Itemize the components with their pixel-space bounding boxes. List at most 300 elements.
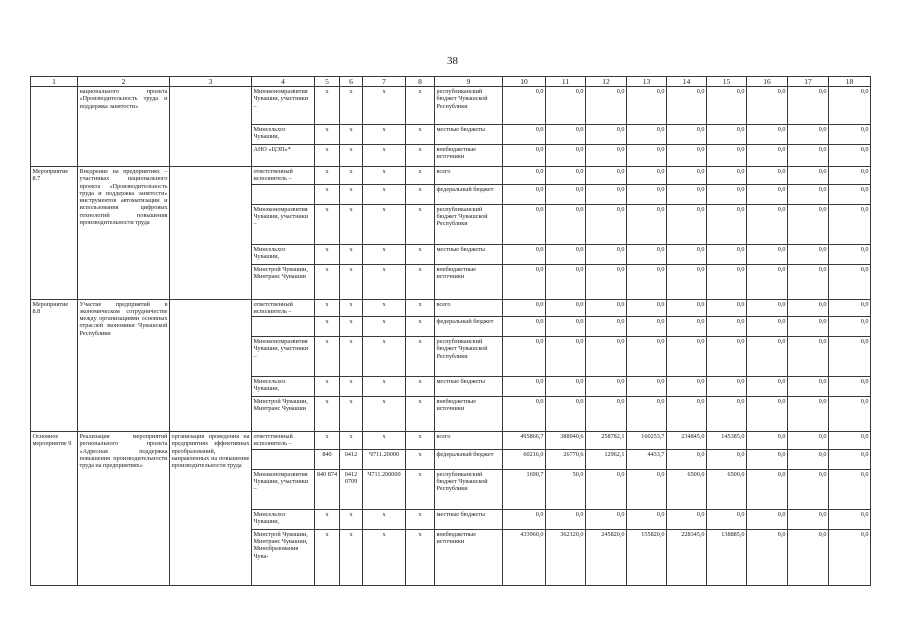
amount-cell: 0,0 (546, 167, 586, 185)
amount-cell: 0,0 (788, 469, 829, 509)
amount-cell: 0,0 (747, 87, 788, 125)
code-section-cell: x (340, 317, 363, 337)
amount-cell: 0,0 (707, 264, 747, 299)
code-expense-type-cell: x (406, 244, 435, 264)
column-number-header: 9 (435, 77, 503, 87)
code-expense-type-cell: x (406, 529, 435, 585)
code-grbs-cell: x (315, 529, 340, 585)
amount-cell: 0,0 (586, 469, 627, 509)
code-target-item-cell: x (363, 264, 406, 299)
amount-cell: 1690,7 (503, 469, 546, 509)
amount-cell: 362120,0 (546, 529, 586, 585)
amount-cell: 0,0 (707, 509, 747, 529)
code-grbs-cell: x (315, 244, 340, 264)
column-number-header: 11 (546, 77, 586, 87)
code-target-item-cell: x (363, 529, 406, 585)
amount-cell: 495866,7 (503, 432, 546, 450)
funding-source-cell: всего (435, 432, 503, 450)
executor-cell: Минсельхоз Чувашии, (252, 377, 315, 397)
amount-cell: 0,0 (747, 167, 788, 185)
column-number-header: 10 (503, 77, 546, 87)
code-target-item-cell: x (363, 167, 406, 185)
amount-cell: 0,0 (667, 145, 707, 167)
amount-cell: 0,0 (667, 337, 707, 377)
column-number-header: 6 (340, 77, 363, 87)
column-number-header: 1 (31, 77, 78, 87)
code-target-item-cell: x (363, 377, 406, 397)
amount-cell: 0,0 (667, 397, 707, 432)
amount-cell: 0,0 (627, 509, 667, 529)
amount-cell: 0,0 (829, 469, 871, 509)
amount-cell: 0,0 (788, 244, 829, 264)
code-grbs-cell: 840 874 (315, 469, 340, 509)
funding-source-cell: республиканский бюджет Чувашской Республики (435, 87, 503, 125)
code-grbs-cell: x (315, 377, 340, 397)
indicator-cell: организация проведения на предприятиях эффективных преобразований, направленных на повышение производительности труда (170, 432, 252, 586)
code-expense-type-cell: x (406, 184, 435, 204)
indicator-cell (170, 167, 252, 300)
funding-source-cell: местные бюджеты (435, 377, 503, 397)
funding-source-cell: внебюджетные источники (435, 145, 503, 167)
executor-cell: ответственный исполнитель – (252, 432, 315, 450)
column-number-header: 18 (829, 77, 871, 87)
amount-cell: 245820,0 (586, 529, 627, 585)
amount-cell: 0,0 (829, 125, 871, 145)
code-section-cell: x (340, 529, 363, 585)
amount-cell: 433960,0 (503, 529, 546, 585)
executor-cell: Минстрой Чувашии, Минтранс Чувашии (252, 264, 315, 299)
code-expense-type-cell: x (406, 397, 435, 432)
indicator-cell (170, 87, 252, 167)
amount-cell: 6500,0 (707, 469, 747, 509)
amount-cell: 0,0 (788, 87, 829, 125)
amount-cell: 0,0 (747, 244, 788, 264)
amount-cell: 0,0 (707, 377, 747, 397)
amount-cell: 0,0 (829, 337, 871, 377)
amount-cell: 155820,0 (627, 529, 667, 585)
amount-cell: 0,0 (667, 244, 707, 264)
code-grbs-cell: x (315, 184, 340, 204)
budget-table (30, 76, 871, 586)
executor-cell: Минстрой Чувашии, Минтранс Чувашии (252, 397, 315, 432)
event-code-cell (31, 87, 78, 167)
amount-cell: 0,0 (586, 509, 627, 529)
amount-cell: 0,0 (546, 87, 586, 125)
code-grbs-cell: x (315, 87, 340, 125)
amount-cell: 0,0 (546, 317, 586, 337)
amount-cell: 0,0 (667, 87, 707, 125)
amount-cell: 0,0 (667, 125, 707, 145)
code-expense-type-cell: x (406, 432, 435, 450)
amount-cell: 0,0 (707, 317, 747, 337)
amount-cell: 0,0 (627, 377, 667, 397)
amount-cell: 0,0 (707, 449, 747, 469)
amount-cell: 0,0 (829, 299, 871, 317)
column-number-header: 13 (627, 77, 667, 87)
amount-cell: 0,0 (829, 509, 871, 529)
amount-cell: 0,0 (707, 145, 747, 167)
code-expense-type-cell: x (406, 87, 435, 125)
amount-cell: 0,0 (788, 145, 829, 167)
amount-cell: 0,0 (707, 244, 747, 264)
executor-cell: Минсельхоз Чувашии, (252, 244, 315, 264)
funding-source-cell: федеральный бюджет (435, 184, 503, 204)
code-section-cell: x (340, 145, 363, 167)
amount-cell: 0,0 (747, 529, 788, 585)
amount-cell: 0,0 (503, 244, 546, 264)
amount-cell: 0,0 (788, 397, 829, 432)
amount-cell: 258782,1 (586, 432, 627, 450)
amount-cell: 0,0 (503, 509, 546, 529)
table-row (31, 432, 871, 450)
code-target-item-cell: x (363, 184, 406, 204)
funding-source-cell: внебюджетные источники (435, 397, 503, 432)
amount-cell: 0,0 (503, 145, 546, 167)
amount-cell: 0,0 (788, 377, 829, 397)
amount-cell: 50,0 (546, 469, 586, 509)
code-expense-type-cell: x (406, 125, 435, 145)
executor-cell (252, 184, 315, 204)
column-number-header-row (31, 77, 871, 87)
amount-cell: 0,0 (829, 397, 871, 432)
amount-cell: 0,0 (788, 509, 829, 529)
amount-cell: 0,0 (788, 125, 829, 145)
amount-cell: 0,0 (546, 397, 586, 432)
amount-cell: 0,0 (788, 449, 829, 469)
table-row (31, 167, 871, 185)
table-row (31, 87, 871, 125)
amount-cell: 0,0 (707, 204, 747, 244)
amount-cell: 0,0 (667, 509, 707, 529)
indicator-cell (170, 299, 252, 432)
amount-cell: 26770,6 (546, 449, 586, 469)
amount-cell: 0,0 (667, 317, 707, 337)
column-number-header: 14 (667, 77, 707, 87)
amount-cell: 0,0 (546, 337, 586, 377)
code-grbs-cell: x (315, 167, 340, 185)
column-number-header: 3 (170, 77, 252, 87)
amount-cell: 0,0 (829, 244, 871, 264)
code-section-cell: x (340, 397, 363, 432)
code-grbs-cell: 840 (315, 449, 340, 469)
amount-cell: 0,0 (503, 184, 546, 204)
column-number-header: 15 (707, 77, 747, 87)
amount-cell: 0,0 (707, 184, 747, 204)
amount-cell: 0,0 (788, 204, 829, 244)
amount-cell: 0,0 (747, 125, 788, 145)
column-number-header: 8 (406, 77, 435, 87)
amount-cell: 0,0 (829, 264, 871, 299)
amount-cell: 0,0 (586, 125, 627, 145)
executor-cell: Минсельхоз Чувашии, (252, 509, 315, 529)
amount-cell: 0,0 (707, 87, 747, 125)
amount-cell: 0,0 (747, 145, 788, 167)
code-section-cell: x (340, 337, 363, 377)
amount-cell: 0,0 (586, 244, 627, 264)
amount-cell: 0,0 (707, 337, 747, 377)
code-section-cell: x (340, 299, 363, 317)
funding-source-cell: местные бюджеты (435, 125, 503, 145)
code-target-item-cell: x (363, 125, 406, 145)
amount-cell: 0,0 (586, 337, 627, 377)
code-grbs-cell: x (315, 337, 340, 377)
amount-cell: 0,0 (586, 184, 627, 204)
amount-cell: 0,0 (586, 397, 627, 432)
funding-source-cell: республиканский бюджет Чувашской Республики (435, 469, 503, 509)
amount-cell: 0,0 (788, 167, 829, 185)
executor-cell: Минэкономразвития Чувашии, участники – (252, 204, 315, 244)
executor-cell: Минсельхоз Чувашии, (252, 125, 315, 145)
amount-cell: 6500,0 (667, 469, 707, 509)
column-number-header: 5 (315, 77, 340, 87)
amount-cell: 145385,0 (707, 432, 747, 450)
amount-cell: 0,0 (829, 145, 871, 167)
amount-cell: 0,0 (627, 87, 667, 125)
code-section-cell: x (340, 125, 363, 145)
code-section-cell: 0412 (340, 449, 363, 469)
code-grbs-cell: x (315, 397, 340, 432)
amount-cell: 138885,0 (707, 529, 747, 585)
code-section-cell: x (340, 509, 363, 529)
amount-cell: 4433,7 (627, 449, 667, 469)
amount-cell: 0,0 (829, 432, 871, 450)
amount-cell: 0,0 (546, 125, 586, 145)
code-grbs-cell: x (315, 145, 340, 167)
amount-cell: 0,0 (747, 469, 788, 509)
funding-source-cell: федеральный бюджет (435, 449, 503, 469)
amount-cell: 0,0 (747, 509, 788, 529)
amount-cell: 0,0 (586, 167, 627, 185)
amount-cell: 0,0 (627, 145, 667, 167)
event-code-cell: Мероприятие 8.7 (31, 167, 78, 300)
amount-cell: 0,0 (627, 125, 667, 145)
amount-cell: 0,0 (829, 204, 871, 244)
amount-cell: 0,0 (667, 184, 707, 204)
executor-cell: ответственный исполнитель – (252, 299, 315, 317)
amount-cell: 0,0 (788, 529, 829, 585)
code-section-cell: x (340, 432, 363, 450)
amount-cell: 0,0 (503, 264, 546, 299)
amount-cell: 0,0 (503, 397, 546, 432)
code-target-item-cell: x (363, 145, 406, 167)
code-expense-type-cell: x (406, 264, 435, 299)
amount-cell: 0,0 (829, 184, 871, 204)
amount-cell: 0,0 (829, 317, 871, 337)
code-section-cell: 0412 0709 (340, 469, 363, 509)
code-target-item-cell: x (363, 204, 406, 244)
amount-cell: 0,0 (747, 317, 788, 337)
code-expense-type-cell: x (406, 145, 435, 167)
amount-cell: 160253,7 (627, 432, 667, 450)
code-section-cell: x (340, 87, 363, 125)
amount-cell: 388940,6 (546, 432, 586, 450)
funding-source-cell: республиканский бюджет Чувашской Республики (435, 204, 503, 244)
code-grbs-cell: x (315, 264, 340, 299)
amount-cell: 0,0 (627, 299, 667, 317)
column-number-header: 17 (788, 77, 829, 87)
code-target-item-cell: x (363, 432, 406, 450)
code-target-item-cell: x (363, 244, 406, 264)
amount-cell: 0,0 (667, 449, 707, 469)
amount-cell: 0,0 (788, 184, 829, 204)
amount-cell: 0,0 (546, 204, 586, 244)
funding-source-cell: федеральный бюджет (435, 317, 503, 337)
amount-cell: 0,0 (546, 184, 586, 204)
code-section-cell: x (340, 264, 363, 299)
code-grbs-cell: x (315, 125, 340, 145)
amount-cell: 0,0 (586, 317, 627, 337)
amount-cell: 0,0 (788, 264, 829, 299)
column-number-header: 7 (363, 77, 406, 87)
code-expense-type-cell: x (406, 167, 435, 185)
code-target-item-cell: x (363, 299, 406, 317)
code-expense-type-cell: x (406, 377, 435, 397)
funding-source-cell: местные бюджеты (435, 244, 503, 264)
amount-cell: 0,0 (747, 337, 788, 377)
amount-cell: 0,0 (503, 337, 546, 377)
amount-cell: 0,0 (503, 377, 546, 397)
code-grbs-cell: x (315, 204, 340, 244)
amount-cell: 0,0 (707, 125, 747, 145)
event-name-cell: национального проекта «Производительность труда и поддержка занятости» (78, 87, 170, 167)
amount-cell: 0,0 (667, 204, 707, 244)
code-grbs-cell: x (315, 317, 340, 337)
amount-cell: 0,0 (586, 264, 627, 299)
code-target-item-cell: Ч711.200000 (363, 469, 406, 509)
executor-cell: Минэкономразвития Чувашии, участники – (252, 337, 315, 377)
column-number-header: 4 (252, 77, 315, 87)
page-number: 38 (447, 55, 458, 67)
amount-cell: 0,0 (667, 299, 707, 317)
amount-cell: 228345,0 (667, 529, 707, 585)
column-number-header: 16 (747, 77, 788, 87)
amount-cell: 0,0 (546, 145, 586, 167)
code-expense-type-cell: x (406, 509, 435, 529)
amount-cell: 0,0 (586, 87, 627, 125)
funding-source-cell: местные бюджеты (435, 509, 503, 529)
column-number-header: 12 (586, 77, 627, 87)
amount-cell: 0,0 (747, 432, 788, 450)
code-section-cell: x (340, 204, 363, 244)
code-target-item-cell: x (363, 87, 406, 125)
amount-cell: 0,0 (586, 145, 627, 167)
code-target-item-cell: x (363, 509, 406, 529)
amount-cell: 234845,0 (667, 432, 707, 450)
executor-cell: Минэкономразвития Чувашии, участники – (252, 469, 315, 509)
amount-cell: 0,0 (586, 204, 627, 244)
amount-cell: 0,0 (627, 264, 667, 299)
code-grbs-cell: x (315, 299, 340, 317)
amount-cell: 0,0 (627, 469, 667, 509)
amount-cell: 0,0 (747, 184, 788, 204)
amount-cell: 0,0 (788, 299, 829, 317)
code-section-cell: x (340, 244, 363, 264)
amount-cell: 0,0 (747, 299, 788, 317)
amount-cell: 0,0 (546, 509, 586, 529)
amount-cell: 0,0 (627, 244, 667, 264)
amount-cell: 0,0 (503, 125, 546, 145)
amount-cell: 0,0 (829, 449, 871, 469)
executor-cell: АНО «ЦЭП»* (252, 145, 315, 167)
code-target-item-cell: x (363, 397, 406, 432)
code-section-cell: x (340, 167, 363, 185)
code-target-item-cell: x (363, 317, 406, 337)
amount-cell: 0,0 (788, 432, 829, 450)
amount-cell: 0,0 (829, 529, 871, 585)
amount-cell: 0,0 (503, 299, 546, 317)
event-code-cell: Основное мероприятие 9 (31, 432, 78, 586)
amount-cell: 0,0 (829, 377, 871, 397)
amount-cell: 0,0 (627, 167, 667, 185)
event-name-cell: Участие предприятий в экономическом сотрудничестве между организациями основных отраслей экономики Чувашской Республики (78, 299, 170, 432)
table-row (31, 299, 871, 317)
amount-cell: 0,0 (667, 264, 707, 299)
executor-cell (252, 449, 315, 469)
column-number-header: 2 (78, 77, 170, 87)
amount-cell: 0,0 (546, 377, 586, 397)
code-expense-type-cell: x (406, 337, 435, 377)
event-name-cell: Внедрение на предприятиях – участниках национального проекта «Производительность труда и поддержка занятости» инструментов автоматизации и использования цифровых технологий повышения производительности труда (78, 167, 170, 300)
code-target-item-cell: Ч711.20000 (363, 449, 406, 469)
amount-cell: 0,0 (503, 87, 546, 125)
event-code-cell: Мероприятие 8.8 (31, 299, 78, 432)
amount-cell: 0,0 (546, 244, 586, 264)
amount-cell: 0,0 (586, 299, 627, 317)
amount-cell: 0,0 (627, 184, 667, 204)
code-expense-type-cell: x (406, 449, 435, 469)
amount-cell: 0,0 (747, 449, 788, 469)
code-expense-type-cell: x (406, 469, 435, 509)
amount-cell: 12962,1 (586, 449, 627, 469)
code-expense-type-cell: x (406, 317, 435, 337)
amount-cell: 0,0 (788, 337, 829, 377)
amount-cell: 0,0 (829, 167, 871, 185)
code-grbs-cell: x (315, 509, 340, 529)
executor-cell: ответственный исполнитель – (252, 167, 315, 185)
amount-cell: 0,0 (546, 264, 586, 299)
amount-cell: 0,0 (503, 204, 546, 244)
funding-source-cell: всего (435, 167, 503, 185)
amount-cell: 0,0 (707, 397, 747, 432)
amount-cell: 0,0 (747, 204, 788, 244)
amount-cell: 0,0 (707, 299, 747, 317)
amount-cell: 0,0 (627, 204, 667, 244)
amount-cell: 0,0 (546, 299, 586, 317)
code-target-item-cell: x (363, 337, 406, 377)
executor-cell (252, 317, 315, 337)
code-grbs-cell: x (315, 432, 340, 450)
funding-source-cell: внебюджетные источники (435, 264, 503, 299)
amount-cell: 0,0 (747, 264, 788, 299)
amount-cell: 0,0 (829, 87, 871, 125)
amount-cell: 0,0 (627, 337, 667, 377)
amount-cell: 0,0 (503, 167, 546, 185)
amount-cell: 0,0 (788, 317, 829, 337)
event-name-cell: Реализация мероприятий регионального проекта «Адресная поддержка повышения производительности труда на предприятиях» (78, 432, 170, 586)
amount-cell: 0,0 (747, 397, 788, 432)
amount-cell: 0,0 (747, 377, 788, 397)
code-expense-type-cell: x (406, 204, 435, 244)
amount-cell: 0,0 (667, 167, 707, 185)
funding-source-cell: республиканский бюджет Чувашской Республики (435, 337, 503, 377)
code-section-cell: x (340, 377, 363, 397)
amount-cell: 0,0 (707, 167, 747, 185)
funding-source-cell: всего (435, 299, 503, 317)
amount-cell: 0,0 (586, 377, 627, 397)
code-expense-type-cell: x (406, 299, 435, 317)
funding-source-cell: внебюджетные источники (435, 529, 503, 585)
amount-cell: 0,0 (503, 317, 546, 337)
